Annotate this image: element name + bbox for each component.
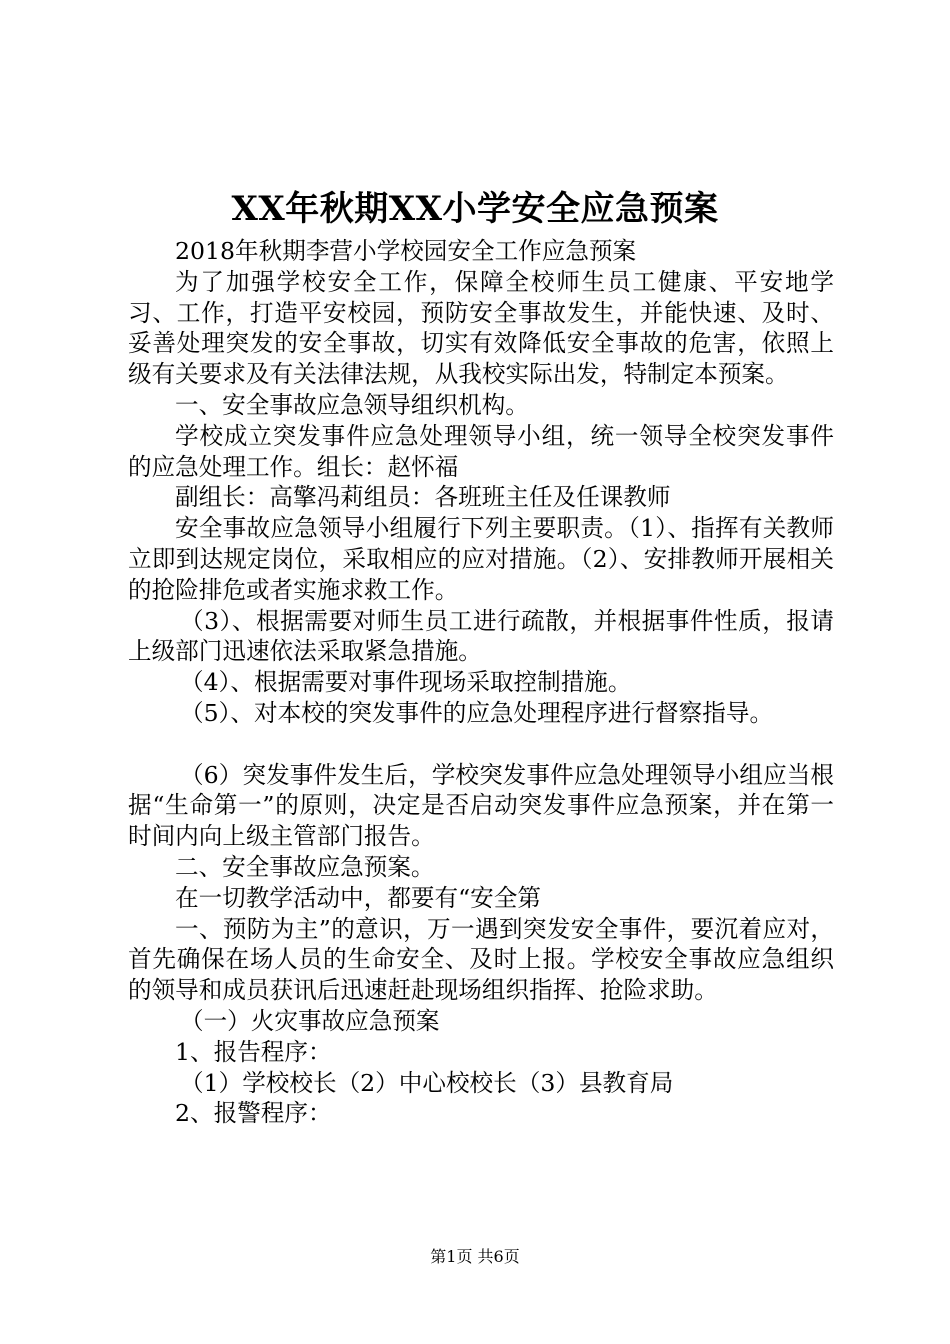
paragraph-subtitle: 2018年秋期李营小学校园安全工作应急预案: [175, 237, 637, 265]
paragraph-duty-4: （4）、根据需要对事件现场采取控制措施。: [180, 668, 632, 697]
section-heading-2: 二、安全事故应急预案。: [175, 852, 435, 881]
paragraph-deputy-leaders: 副组长：高擎冯莉组员：各班班主任及任课教师: [175, 483, 671, 512]
paragraph-duty-5: （5）、对本校的突发事件的应急处理程序进行督察指导。: [180, 698, 774, 727]
paragraph-safety-first: 在一切教学活动中，都要有“安全第: [175, 883, 541, 912]
paragraph-duties: 安全事故应急领导小组履行下列主要职责。（1）、指挥有关教师立即到达规定岗位，采取相应的应对措施。（2）、安排教师开展相关的抢险排危或者实施求救工作。: [128, 514, 834, 604]
paragraph-duty-6: （6）突发事件发生后，学校突发事件应急处理领导小组应当根据“生命第一”的原则，决定是否启动突发事件应急预案，并在第一时间内向上级主管部门报告。: [128, 760, 834, 851]
paragraph-alarm-procedure: 2、报警程序：: [175, 1099, 332, 1128]
document-title: XX年秋期XX小学安全应急预案: [231, 189, 719, 229]
paragraph-prevention: 一、预防为主”的意识，万一遇到突发安全事件，要沉着应对，首先确保在场人员的生命安全、及时上报。学校安全事故应急组织的领导和成员获讯后迅速赶赴现场组织指挥、抢险求助。: [128, 914, 834, 1005]
page-footer: 第1页 共6页: [430, 1247, 520, 1266]
paragraph-leadership-group: 学校成立突发事件应急处理领导小组，统一领导全校突发事件的应急处理工作。组长：赵怀福: [128, 421, 834, 481]
document-body: [128, 236, 834, 1129]
section-heading-1: 一、安全事故应急领导组织机构。: [175, 390, 529, 419]
paragraph-report-chain: （1）学校校长（2）中心校校长（3）县教育局: [180, 1068, 674, 1097]
paragraph-duty-3: （3）、根据需要对师生员工进行疏散，并根据事件性质，报请上级部门迅速依法采取紧急措施。: [128, 606, 834, 666]
paragraph-intro: 为了加强学校安全工作，保障全校师生员工健康、平安地学习、工作，打造平安校园，预防安全事故发生，并能快速、及时、妥善处理突发的安全事故，切实有效降低安全事故的危害，依照上级有关要求及有关法律法规，从我校实际出发，特制定本预案。: [128, 267, 834, 389]
subsection-fire-plan: （一）火灾事故应急预案: [180, 1006, 440, 1035]
paragraph-report-procedure: 1、报告程序：: [175, 1037, 332, 1066]
